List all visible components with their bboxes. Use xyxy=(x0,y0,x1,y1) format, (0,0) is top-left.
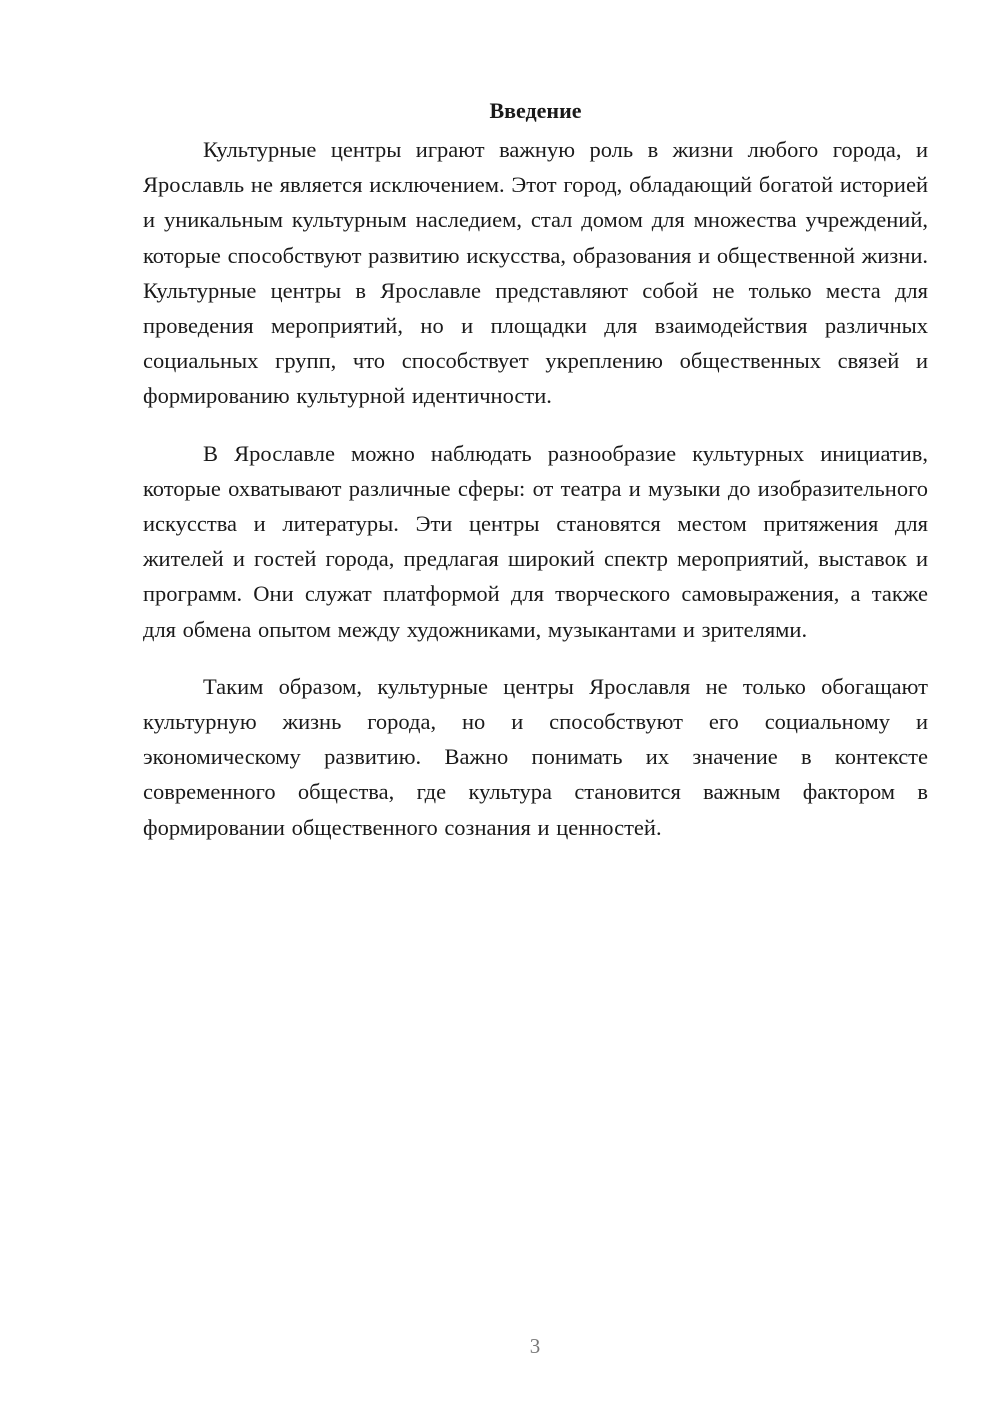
section-title: Введение xyxy=(489,98,582,123)
paragraph-3: Таким образом, культурные центры Ярославля не только обогащают культурную жизнь города, но и способствуют его социальному и экономическому развитию. Важно понимать их значение в контексте современного общества, где культура становится важным фактором в формировании общественного сознания и ценностей. xyxy=(143,673,928,840)
paragraph-1: Культурные центры играют важную роль в жизни любого города, и Ярославль не является исключением. Этот город, обладающий богатой историей и уникальным культурным наследием, стал домом для множества учреждений, которые способствуют развитию искусства, образования и общественной жизни. Культурные центры в Ярославле представляют собой не только места для проведения мероприятий, но и площадки для взаимодействия различных социальных групп, что способствует укреплению общественных связей и формированию культурной идентичности. xyxy=(143,137,928,409)
page-content xyxy=(143,96,928,867)
page-number: 3 xyxy=(529,1334,541,1358)
paragraph-2: В Ярославле можно наблюдать разнообразие культурных инициатив, которые охватывают различные сферы: от театра и музыки до изобразительного искусства и литературы. Эти центры становятся местом притяжения для жителей и гостей города, предлагая широкий спектр мероприятий, выставок и программ. Они служат платформой для творческого самовыражения, а также для обмена опытом между художниками, музыкантами и зрителями. xyxy=(143,440,928,642)
